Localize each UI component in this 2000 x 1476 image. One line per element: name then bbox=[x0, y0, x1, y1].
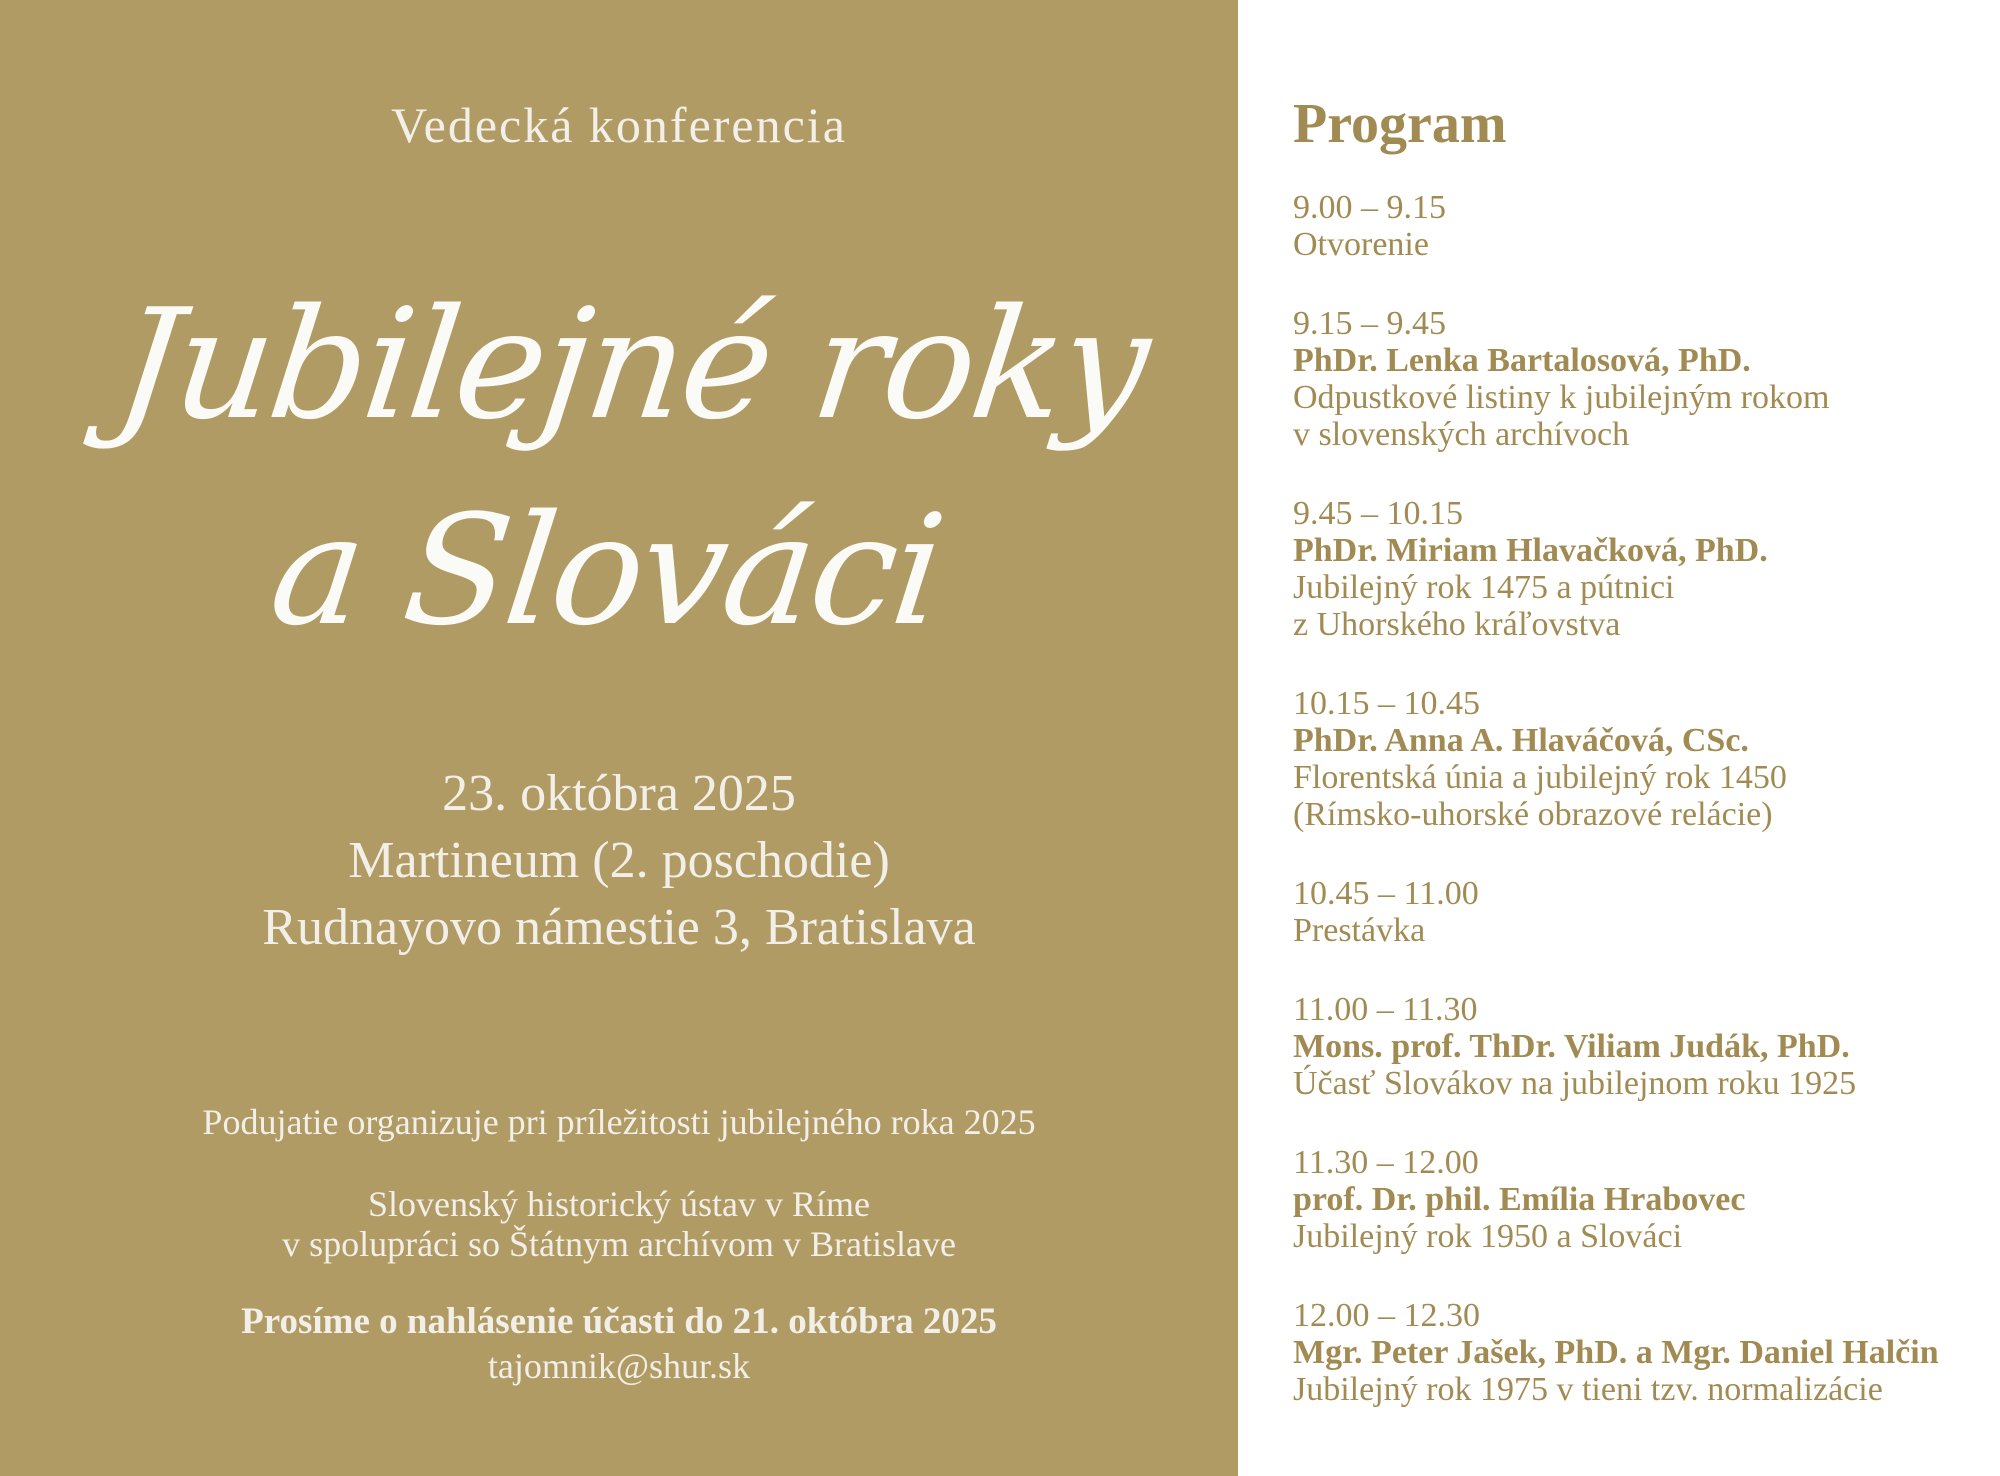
program-entry bbox=[1293, 991, 1980, 1102]
program-entry-talk-line: Jubilejný rok 1975 v tieni tzv. normalizácie bbox=[1293, 1371, 1883, 1408]
event-address: Rudnayovo námestie 3, Bratislava bbox=[262, 899, 976, 956]
program-entry bbox=[1293, 685, 1980, 833]
program-entry-talk-line: Prestávka bbox=[1293, 912, 1426, 949]
program-entry-talk-line: Odpustkové listiny k jubilejným rokom bbox=[1293, 379, 1830, 416]
program-entry-speaker: Mons. prof. ThDr. Viliam Judák, PhD. bbox=[1293, 1028, 1850, 1065]
conference-title-line-1: Jubilejné roky bbox=[107, 276, 1156, 453]
rsvp-note: Prosíme o nahlásenie účasti do 21. októbra 2025 bbox=[241, 1301, 997, 1342]
program-entry-talk-line: z Uhorského kráľovstva bbox=[1293, 606, 1621, 643]
organizer-line-1: Slovenský historický ústav v Ríme bbox=[368, 1184, 870, 1224]
contact-email: tajomnik@shur.sk bbox=[487, 1346, 751, 1386]
program-entry bbox=[1293, 875, 1980, 949]
organizer-line-2: v spolupráci so Štátnym archívom v Bratislave bbox=[282, 1224, 956, 1264]
program-entry-talk-line: Otvorenie bbox=[1293, 226, 1429, 263]
occasion-note: Podujatie organizuje pri príležitosti jubilejného roka 2025 bbox=[202, 1102, 1036, 1142]
program-entry-time: 9.15 – 9.45 bbox=[1293, 305, 1446, 342]
program-entry-talk-line: Florentská únia a jubilejný rok 1450 bbox=[1293, 759, 1787, 796]
program-entry-speaker: Mgr. Peter Jašek, PhD. a Mgr. Daniel Halčin bbox=[1293, 1334, 1939, 1371]
program-entry bbox=[1293, 189, 1980, 263]
program-entry-time: 9.00 – 9.15 bbox=[1293, 189, 1446, 226]
program-entry-speaker: PhDr. Anna A. Hlaváčová, CSc. bbox=[1293, 722, 1749, 759]
event-date: 23. októbra 2025 bbox=[442, 765, 796, 822]
program-entry-speaker: prof. Dr. phil. Emília Hrabovec bbox=[1293, 1181, 1746, 1218]
organizer-block bbox=[0, 1100, 1238, 1388]
event-details bbox=[0, 760, 1238, 961]
conference-kicker: Vedecká konferencia bbox=[391, 97, 847, 153]
program-panel bbox=[1238, 0, 2000, 1476]
program-entry-speaker: PhDr. Miriam Hlavačková, PhD. bbox=[1293, 532, 1768, 569]
program-entry bbox=[1293, 1297, 1980, 1408]
program-entry-speaker: PhDr. Lenka Bartalosová, PhD. bbox=[1293, 342, 1751, 379]
conference-title bbox=[0, 262, 1263, 674]
program-entry-time: 10.15 – 10.45 bbox=[1293, 685, 1480, 722]
program-heading: Program bbox=[1293, 93, 1507, 155]
event-venue: Martineum (2. poschodie) bbox=[348, 832, 890, 889]
program-entry bbox=[1293, 1144, 1980, 1255]
program-entry-time: 9.45 – 10.15 bbox=[1293, 495, 1463, 532]
program-entry-time: 10.45 – 11.00 bbox=[1293, 875, 1479, 912]
program-entry-talk-line: Jubilejný rok 1950 a Slováci bbox=[1293, 1218, 1683, 1255]
program-entry-time: 11.00 – 11.30 bbox=[1293, 991, 1478, 1028]
program-entry bbox=[1293, 495, 1980, 643]
program-entry bbox=[1293, 305, 1980, 453]
organizer-lines bbox=[0, 1184, 1238, 1264]
program-entry-talk-line: Účasť Slovákov na jubilejnom roku 1925 bbox=[1293, 1065, 1857, 1102]
program-entry-talk-line: Jubilejný rok 1475 a pútnici bbox=[1293, 569, 1675, 606]
conference-title-line-2: a Slováci bbox=[262, 482, 951, 659]
program-entry-talk-line: v slovenských archívoch bbox=[1293, 416, 1630, 453]
program-entry-time: 11.30 – 12.00 bbox=[1293, 1144, 1479, 1181]
program-list bbox=[1293, 189, 1980, 1450]
program-entry-talk-line: (Rímsko-uhorské obrazové relácie) bbox=[1293, 796, 1773, 833]
program-entry-time: 12.00 – 12.30 bbox=[1293, 1297, 1480, 1334]
